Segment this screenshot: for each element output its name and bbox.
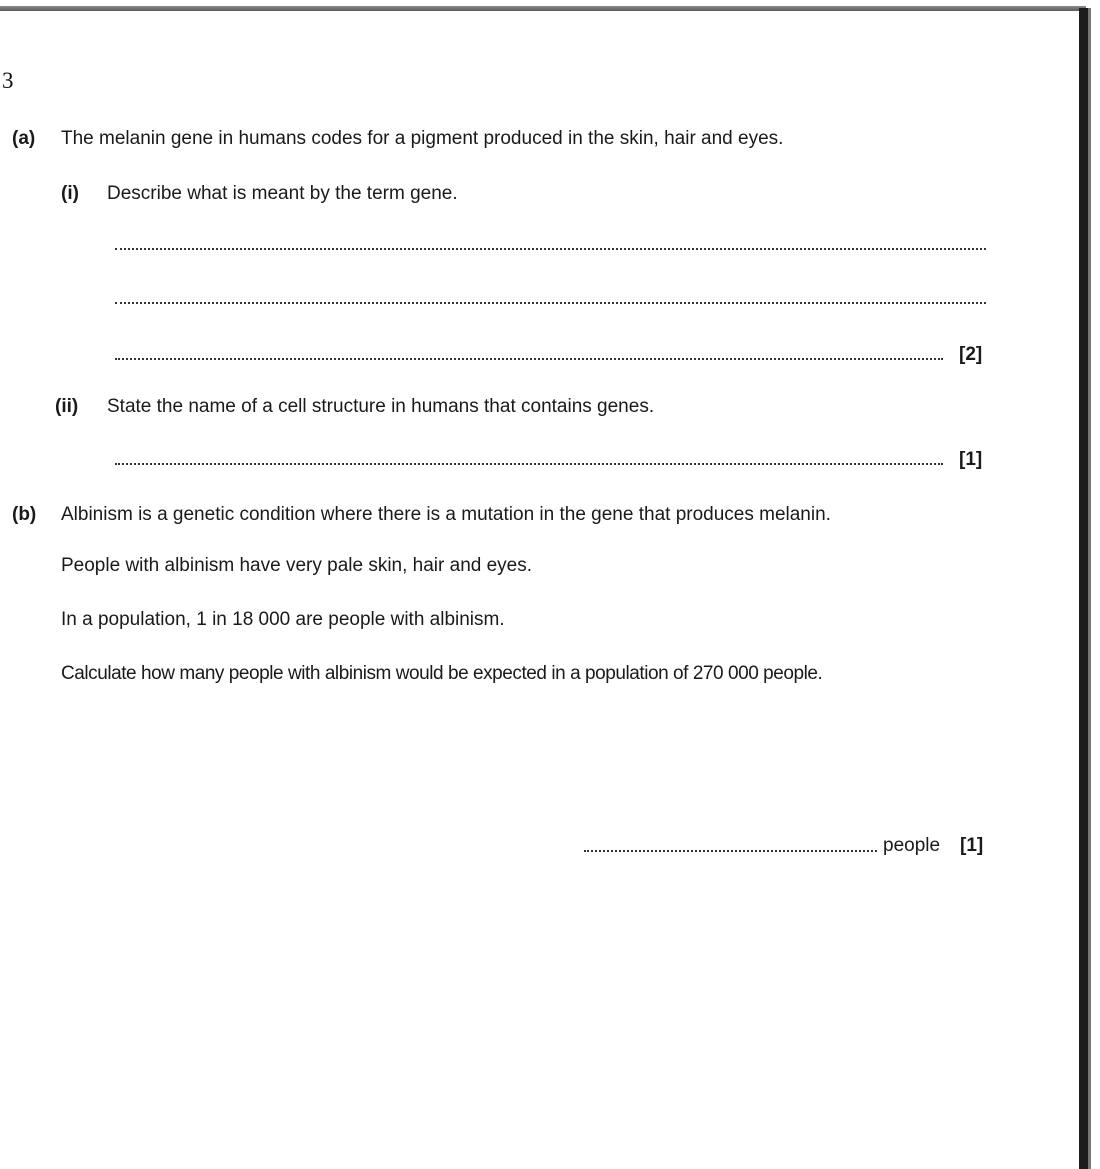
page-top-rule	[0, 6, 1086, 11]
page-right-border-shadow	[1088, 8, 1091, 1169]
answer-line-b[interactable]	[584, 850, 877, 852]
part-a-i-label: (i)	[61, 183, 79, 204]
part-a-text: The melanin gene in humans codes for a pigment produced in the skin, hair and eyes.	[61, 128, 784, 149]
part-b-line-4: Calculate how many people with albinism would be expected in a population of 270 000 people.	[61, 663, 823, 684]
part-a-i-text: Describe what is meant by the term gene.	[107, 183, 458, 204]
answer-line-a-i-1[interactable]	[115, 248, 986, 250]
question-number: 3	[2, 68, 14, 93]
page-right-border	[1079, 8, 1088, 1169]
answer-unit-b: people	[883, 835, 941, 856]
part-b-line-1: Albinism is a genetic condition where there is a mutation in the gene that produces melanin.	[61, 504, 831, 525]
marks-a-ii: [1]	[959, 449, 983, 470]
part-b-line-2: People with albinism have very pale skin, hair and eyes.	[61, 555, 533, 576]
marks-b: [1]	[960, 835, 984, 856]
part-a-label: (a)	[12, 128, 36, 149]
part-a-ii-text: State the name of a cell structure in humans that contains genes.	[107, 396, 655, 417]
part-a-ii-label: (ii)	[55, 396, 79, 417]
marks-a-i: [2]	[959, 344, 983, 365]
answer-line-a-i-3[interactable]	[115, 358, 943, 360]
part-b-label: (b)	[12, 504, 37, 525]
answer-line-a-ii[interactable]	[115, 463, 943, 465]
answer-line-a-i-2[interactable]	[115, 302, 986, 304]
part-b-line-3: In a population, 1 in 18 000 are people with albinism.	[61, 609, 505, 630]
